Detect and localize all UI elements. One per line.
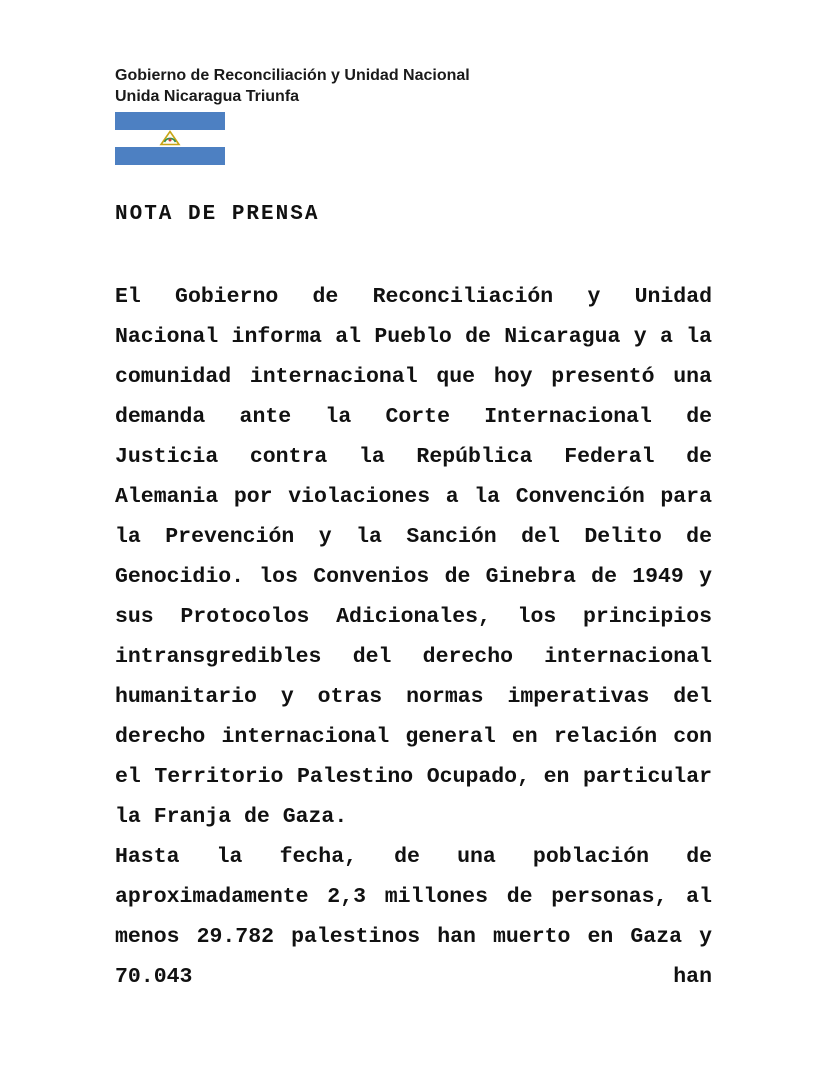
letterhead-line-2: Unida Nicaragua Triunfa — [115, 87, 300, 105]
nicaragua-flag-icon — [115, 112, 225, 165]
letterhead — [115, 66, 470, 107]
flag-stripe-top — [115, 112, 225, 130]
document-title: NOTA DE PRENSA — [115, 203, 320, 226]
flag-stripe-bottom — [115, 147, 225, 165]
paragraph-body-2: Hasta la fecha, de una población de aproximadamente 2,3 millones de personas, al menos 29.782 palestinos han muerto en Gaza y 70.043 han — [115, 845, 712, 989]
letterhead-line-1: Gobierno de Reconciliación y Unidad Nacional — [115, 67, 470, 84]
paragraph-body-1: El Gobierno de Reconciliación y Unidad Nacional informa al Pueblo de Nicaragua y a la comunidad internacional que hoy presentó una demanda ante la Corte Internacional de Justicia contra la República Federal de Alemania por violaciones a la Convención para la Prevención y la Sanción del Delito de Genocidio. los Convenios de Ginebra de 1949 y sus Protocolos Adicionales, los principios intransgredibles del derecho internacional humanitario y otras normas imperativas del derecho internacional general en relación con el Territorio Palestino Ocupado, en particular la Franja de Gaza. — [115, 285, 712, 829]
